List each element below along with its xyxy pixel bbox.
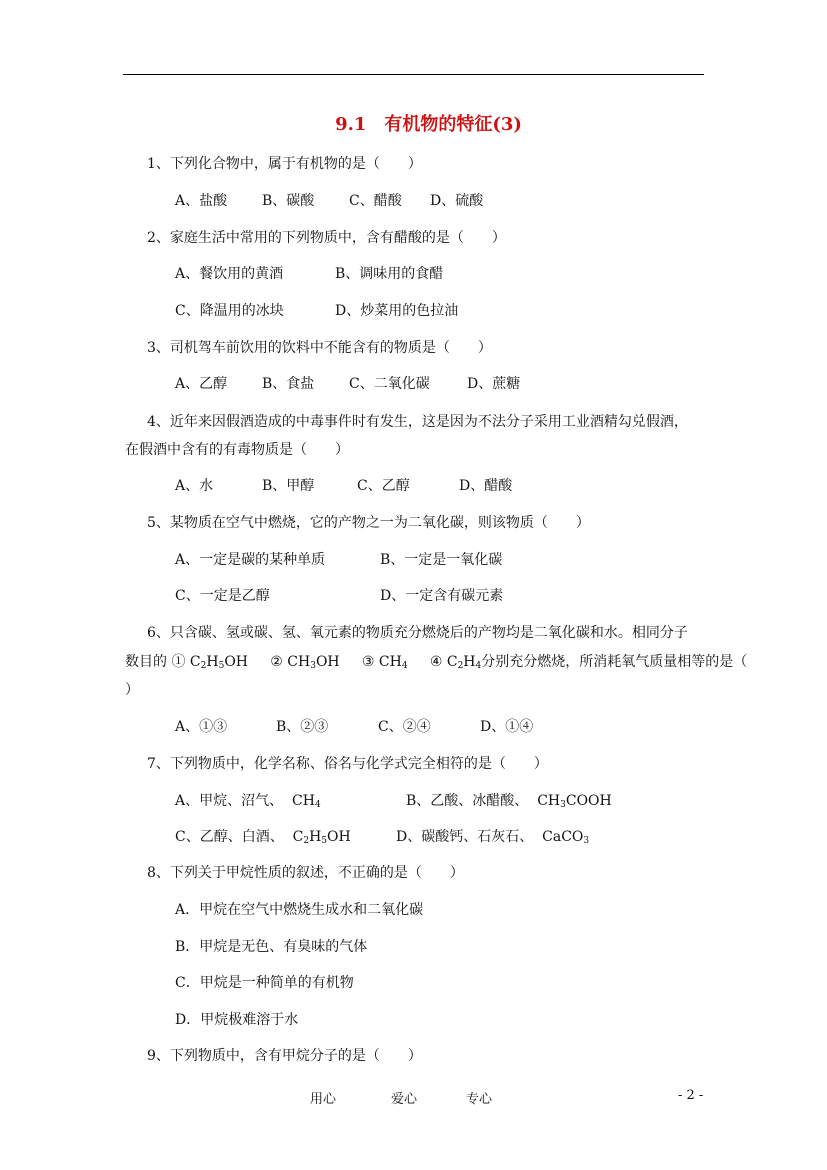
option-c: C、乙醇 (357, 478, 410, 494)
compound-4: ④ $C_2H_4$ (429, 654, 482, 671)
stem-prefix: 数目的 (125, 654, 167, 670)
footer-item-1: 用心 (310, 1092, 337, 1107)
question-5-stem: 5、某物质在空气中燃烧，它的产物之一为二氧化碳，则该物质（ ） (147, 515, 590, 531)
option-a: A、水 (175, 478, 214, 494)
option-b: B、乙酸、冰醋酸、 $CH_3COOH$ (406, 793, 612, 810)
page-title: 9.1 有机物的特征(3) (335, 114, 522, 135)
option-d: D、一定含有碳元素 (380, 588, 504, 604)
option-a: A、乙醇 (175, 376, 228, 392)
compound-3: ③ $CH_4$ (361, 654, 408, 671)
page-number: - 2 - (678, 1088, 704, 1103)
question-6-stem: 6、只含碳、氢或碳、氢、氧元素的物质充分燃烧后的产物均是二氧化碳和水。相同分子 (147, 625, 688, 641)
option-b: B．甲烷是无色、有臭味的气体 (175, 939, 368, 955)
question-6-stem-end: ） (125, 682, 139, 698)
question-4-stem-cont: 在假酒中含有的有毒物质是（ ） (125, 442, 349, 458)
option-b: B、②③ (276, 719, 329, 735)
option-c: C、醋酸 (349, 193, 402, 209)
compound-2: ② $CH_3OH$ (270, 654, 340, 671)
question-2-stem: 2、家庭生活中常用的下列物质中，含有醋酸的是（ ） (147, 230, 506, 246)
option-d: D、蔗糖 (467, 376, 521, 392)
header-rule (123, 74, 704, 75)
compound-1: ① $C_2H_5OH$ (171, 654, 248, 671)
option-c: C、降温用的冰块 (175, 303, 284, 319)
option-c: C、一定是乙醇 (175, 588, 270, 604)
option-c: C．甲烷是一种简单的有机物 (175, 975, 354, 991)
option-b: B、调味用的食醋 (335, 266, 444, 282)
option-a: A、一定是碳的某种单质 (175, 552, 326, 568)
option-b: B、甲醇 (262, 478, 315, 494)
option-c: C、②④ (378, 719, 431, 735)
question-6-stem-cont (125, 653, 747, 671)
option-b: B、一定是一氧化碳 (380, 552, 503, 568)
option-a: A、①③ (175, 719, 228, 735)
stem-suffix: 分别充分燃烧，所消耗氧气质量相等的是（ (481, 654, 748, 670)
option-c: C、二氧化碳 (349, 376, 430, 392)
question-4-stem: 4、近年来因假酒造成的中毒事件时有发生，这是因为不法分子采用工业酒精勾兑假酒， (147, 414, 688, 430)
option-d: D、醋酸 (459, 478, 513, 494)
question-7-stem: 7、下列物质中，化学名称、俗名与化学式完全相符的是（ ） (147, 756, 548, 772)
option-d: D、硫酸 (430, 193, 484, 209)
option-a: A、餐饮用的黄酒 (175, 266, 284, 282)
option-a: A、甲烷、沼气、 $CH_4$ (175, 793, 321, 810)
footer-item-2: 爱心 (391, 1092, 418, 1107)
option-b: B、碳酸 (262, 193, 315, 209)
option-c: C、乙醇、白酒、 $C_2H_5OH$ (175, 829, 351, 846)
option-d: D．甲烷极难溶于水 (175, 1012, 299, 1028)
footer-item-3: 专心 (466, 1092, 493, 1107)
question-8-stem: 8、下列关于甲烷性质的叙述，不正确的是（ ） (147, 865, 464, 881)
option-a: A、盐酸 (175, 193, 228, 209)
question-9-stem: 9、下列物质中，含有甲烷分子的是（ ） (147, 1048, 422, 1064)
option-d: D、碳酸钙、石灰石、 CaCO$_3$ (396, 829, 590, 846)
option-a: A．甲烷在空气中燃烧生成水和二氧化碳 (175, 902, 424, 918)
option-b: B、食盐 (262, 376, 315, 392)
option-d: D、①④ (480, 719, 534, 735)
question-1-stem: 1、下列化合物中，属于有机物的是（ ） (147, 156, 422, 172)
option-d: D、炒菜用的色拉油 (335, 303, 459, 319)
question-3-stem: 3、司机驾车前饮用的饮料中不能含有的物质是（ ） (147, 340, 492, 356)
